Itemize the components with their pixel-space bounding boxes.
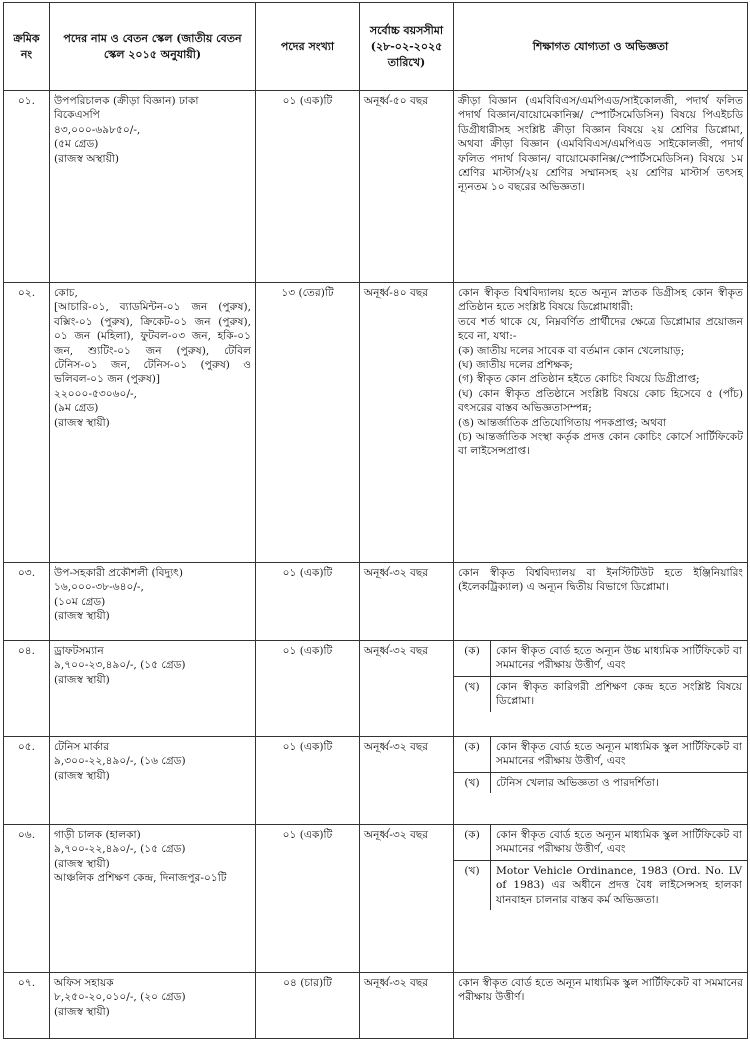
table-row (4, 737, 748, 825)
qualification-line: (চ) আন্তর্জাতিক সংস্থা কর্তৃক প্রদত্ত কোন কোচিং কোর্সে সার্টিফিকেট বা লাইসেন্সপ্রাপ্ত। (458, 431, 743, 458)
post-cell (50, 641, 256, 737)
post-type: (রাজস্ব স্থায়ী) (54, 1005, 110, 1018)
post-type: (রাজস্ব স্থায়ী) (54, 857, 110, 870)
item-key: (খ) (454, 677, 491, 712)
post-title: উপপরিচালক (ক্রীড়া বিজ্ঞান) ঢাকা (54, 95, 199, 107)
qualification-item (454, 737, 747, 772)
item-text: কোন স্বীকৃত বোর্ড হতে অন্যূন মাধ্যমিক স্কুল সার্টিফিকেট বা সমমানের পরীক্ষায় উত্তীর্ণ, এবং (496, 829, 742, 856)
post-scale: ২২০০০-৫৩০৬০/-, (54, 387, 137, 400)
count-cell: ০১ (এক)টি (256, 825, 360, 973)
qualification-cell (454, 825, 748, 973)
item-key: (ক) (454, 825, 491, 860)
age-cell: অনূর্ধ্ব-৩২ বছর (360, 737, 454, 825)
post-title: গাড়ী চালক (হালকা) (54, 829, 141, 841)
table-row (4, 641, 748, 737)
age-cell: অনূর্ধ্ব-৩২ বছর (360, 563, 454, 641)
serial-cell: ০৩. (4, 563, 50, 641)
post-org: বিকেএসপি (54, 109, 100, 122)
qualification-cell: কোন স্বীকৃত বোর্ড হতে অন্যূন মাধ্যমিক স্কুল সার্টিফিকেট বা সমমানের পরীক্ষায় উত্তীর্ণ। (454, 973, 748, 1039)
serial-cell: ০৭. (4, 973, 50, 1039)
recruitment-table (3, 2, 748, 1039)
count-cell: ০১ (এক)টি (256, 641, 360, 737)
post-type: (রাজস্ব স্থায়ী) (54, 610, 110, 623)
post-grade: (৫ম গ্রেড) (54, 138, 99, 151)
qualification-item (454, 772, 747, 793)
post-scale: ৯,৭০০-২৩,৪৯০/-, (১৫ গ্রেড) (54, 659, 186, 672)
table-row (4, 973, 748, 1039)
post-type: (রাজস্ব স্থায়ী) (54, 416, 110, 429)
item-key: (খ) (454, 861, 491, 910)
item-text: কোন স্বীকৃত বোর্ড হতে অন্যূন উচ্চ মাধ্যমিক সার্টিফিকেট বা সমমানের পরীক্ষায় উত্তীর্ণ, এবং (496, 645, 742, 672)
qualification-cell: কোন স্বীকৃত বিশ্ববিদ্যালয় বা ইনস্টিটিউট হতে ইঞ্জিনিয়ারিং (ইলেকট্রিক্যাল) এ অন্যূন দ্বিতীয় বিভাগে ডিপ্লোমা। (454, 563, 748, 641)
item-text: টেনিস খেলার অভিজ্ঞতা ও পারদর্শিতা। (496, 776, 659, 789)
qualification-line: তবে শর্ত থাকে যে, নিম্নবর্ণিত প্রার্থীদের ক্ষেত্রে ডিপ্লোমার প্রয়োজন হবে না, যথা:- (458, 315, 743, 343)
serial-cell: ০১. (4, 91, 50, 283)
age-cell: অনূর্ধ্ব-৪০ বছর (360, 283, 454, 563)
qualification-line: (ঙ) আন্তর্জাতিক প্রতিযোগিতায় পদকপ্রাপ্ত; অথবা (458, 416, 667, 429)
post-cell (50, 91, 256, 283)
post-title: কোচ, (54, 287, 78, 299)
post-type: (রাজস্ব স্থায়ী) (54, 769, 110, 782)
item-text: Motor Vehicle Ordinance, 1983 (Ord. No. LV of 1983) এর অধীনে প্রদত্ত বৈধ লাইসেন্সসহ হালকা যানবাহন চালনার বাস্তব কর্ম অভিজ্ঞতা। (496, 864, 742, 906)
header-serial: ক্রমিক নং (4, 3, 50, 91)
age-cell: অনূর্ধ্ব-৩২ বছর (360, 641, 454, 737)
count-cell: ০৪ (চার)টি (256, 973, 360, 1039)
post-cell (50, 283, 256, 563)
post-cell (50, 973, 256, 1039)
post-type: (রাজস্ব স্থায়ী) (54, 673, 110, 686)
qualification-cell: ক্রীড়া বিজ্ঞান (এমবিবিএস/এমপিএড/সাইকোলজী, পদার্থ ফলিত পদার্থ বিজ্ঞান/বায়োমেকানিক্স/ স্পোর্টসমেডিসিন) বিষয়ে পিএইচডি ডিগ্রীধারীসহ সংশ্লিষ্ট ক্রীড়া বিজ্ঞান বিষয়ে ২য় শ্রেণির ডিপ্লোমা, অথবা ক্রীড়া বিজ্ঞান (এমবিবিএস/এমপিএড সাইকোলজী, পদার্থ ফলিত পদার্থ বিজ্ঞান/ বায়োমেকানিক্স/স্পোর্টসমেডিসিন) বিষয়ে ১ম শ্রেণির মাস্টার্স/২য় শ্রেণির সম্মানসহ ২য় শ্রেণির মাস্টার্স তৎসহ ন্যূনতম ১০ বছরের অভিজ্ঞতা। (454, 91, 748, 283)
post-title: অফিস সহায়ক (54, 977, 114, 989)
table-row (4, 283, 748, 563)
header-post: পদের নাম ও বেতন স্কেল (জাতীয় বেতন স্কেল ২০১৫ অনুযায়ী) (50, 3, 256, 91)
post-title: উপ-সহকারী প্রকৌশলী (বিদ্যুৎ) (54, 567, 183, 579)
post-cell (50, 825, 256, 973)
count-cell: ১৩ (তের)টি (256, 283, 360, 563)
post-scale: ৮,২৫০-২০,০১০/-, (২০ গ্রেড) (54, 991, 186, 1004)
qualification-item (454, 860, 747, 910)
post-scale: ১৬,০০০-৩৮-৬৪০/-, (54, 581, 144, 594)
post-type: (রাজস্ব অস্থায়ী) (54, 152, 119, 165)
item-text: কোন স্বীকৃত কারিগরী প্রশিক্ষণ কেন্দ্র হতে সংশ্লিষ্ট বিষয়ে ডিপ্লোমা। (496, 680, 742, 708)
item-key: (খ) (454, 773, 491, 793)
post-cell (50, 563, 256, 641)
qualification-line: (ঘ) কোন স্বীকৃত প্রতিষ্ঠানে সংশ্লিষ্ট বিষয়ে কোচ হিসেবে ৫ (পাঁচ) বৎসরের বাস্তব অভিজ্ঞতাসম্পন্ন; (458, 387, 743, 415)
post-scale: ৯,৩০০-২২,৪৯০/-, (১৬ গ্রেড) (54, 755, 186, 768)
post-grade: (৯ম গ্রেড) (54, 402, 99, 415)
item-text: কোন স্বীকৃত বোর্ড হতে অন্যূন মাধ্যমিক স্কুল সার্টিফিকেট বা সমমানের পরীক্ষায় উত্তীর্ণ, এবং (496, 741, 742, 768)
table-row (4, 91, 748, 283)
count-cell: ০১ (এক)টি (256, 91, 360, 283)
qualification-item (454, 641, 747, 676)
serial-cell: ০৪. (4, 641, 50, 737)
item-key: (ক) (454, 737, 491, 772)
age-cell: অনূর্ধ্ব-৩২ বছর (360, 973, 454, 1039)
post-grade: (১০ম গ্রেড) (54, 595, 106, 608)
item-key: (ক) (454, 641, 491, 676)
header-qualification: শিক্ষাগত যোগ্যতা ও অভিজ্ঞতা (454, 3, 748, 91)
post-scale: ৯,৭০০-২২,৪৯০/-, (১৫ গ্রেড) (54, 843, 186, 856)
serial-cell: ০২. (4, 283, 50, 563)
qualification-line: (গ) স্বীকৃত কোন প্রতিষ্ঠান হইতে কোচিং বিষয়ে ডিগ্রীপ্রাপ্ত; (458, 373, 700, 386)
post-title: ড্রাফটসম্যান (54, 645, 104, 657)
qualification-line: (ক) জাতীয় দলের সাবেক বা বর্তমান কোন খেলোয়াড়; (458, 344, 685, 357)
header-row (4, 3, 748, 91)
qualification-line: (ঘ) জাতীয় দলের প্রশিক্ষক; (458, 359, 573, 372)
qualification-item (454, 676, 747, 712)
qualification-line: কোন স্বীকৃত বিশ্ববিদ্যালয় হতে অন্যূন স্নাতক ডিগ্রীসহ কোন স্বীকৃত প্রতিষ্ঠান হতে সংশ্লিষ্ট বিষয়ে ডিপ্লোমাধারী: (458, 287, 743, 314)
count-cell: ০১ (এক)টি (256, 737, 360, 825)
post-details: [আচারি-০১, ব্যাডমিন্টন-০১ জন (পুরুষ), বক্সিং-০১ (পুরুষ), ক্রিকেট-০১ জন (পুরুষ), ০১ জন (মহিলা), ফুটবল-০৩ জন, হকি-০১ জন, শ্যুটিং-০১ জন (পুরুষ), টেবিল টেনিস-০১ জন, টেনিস-০১ (পুরুষ) ও ভলিবল-০১ জন (পুরুষ)] (54, 301, 251, 386)
age-cell: অনূর্ধ্ব-৩২ বছর (360, 825, 454, 973)
qualification-cell (454, 641, 748, 737)
post-location: আঞ্চলিক প্রশিক্ষণ কেন্দ্র, দিনাজপুর-০১টি (54, 872, 227, 885)
serial-cell: ০৬. (4, 825, 50, 973)
post-title: টেনিস মার্কার (54, 741, 110, 753)
header-count: পদের সংখ্যা (256, 3, 360, 91)
qualification-item (454, 825, 747, 860)
table-row (4, 825, 748, 973)
header-age: সর্বোচ্চ বয়সসীমা (২৮-০২-২০২৫ তারিখে) (360, 3, 454, 91)
count-cell: ০১ (এক)টি (256, 563, 360, 641)
serial-cell: ০৫. (4, 737, 50, 825)
age-cell: অনূর্ধ্ব-৫০ বছর (360, 91, 454, 283)
post-scale: ৪৩,০০০-৬৯৮৫০/-, (54, 123, 141, 136)
qualification-cell (454, 283, 748, 563)
qualification-cell (454, 737, 748, 825)
post-cell (50, 737, 256, 825)
table-row (4, 563, 748, 641)
